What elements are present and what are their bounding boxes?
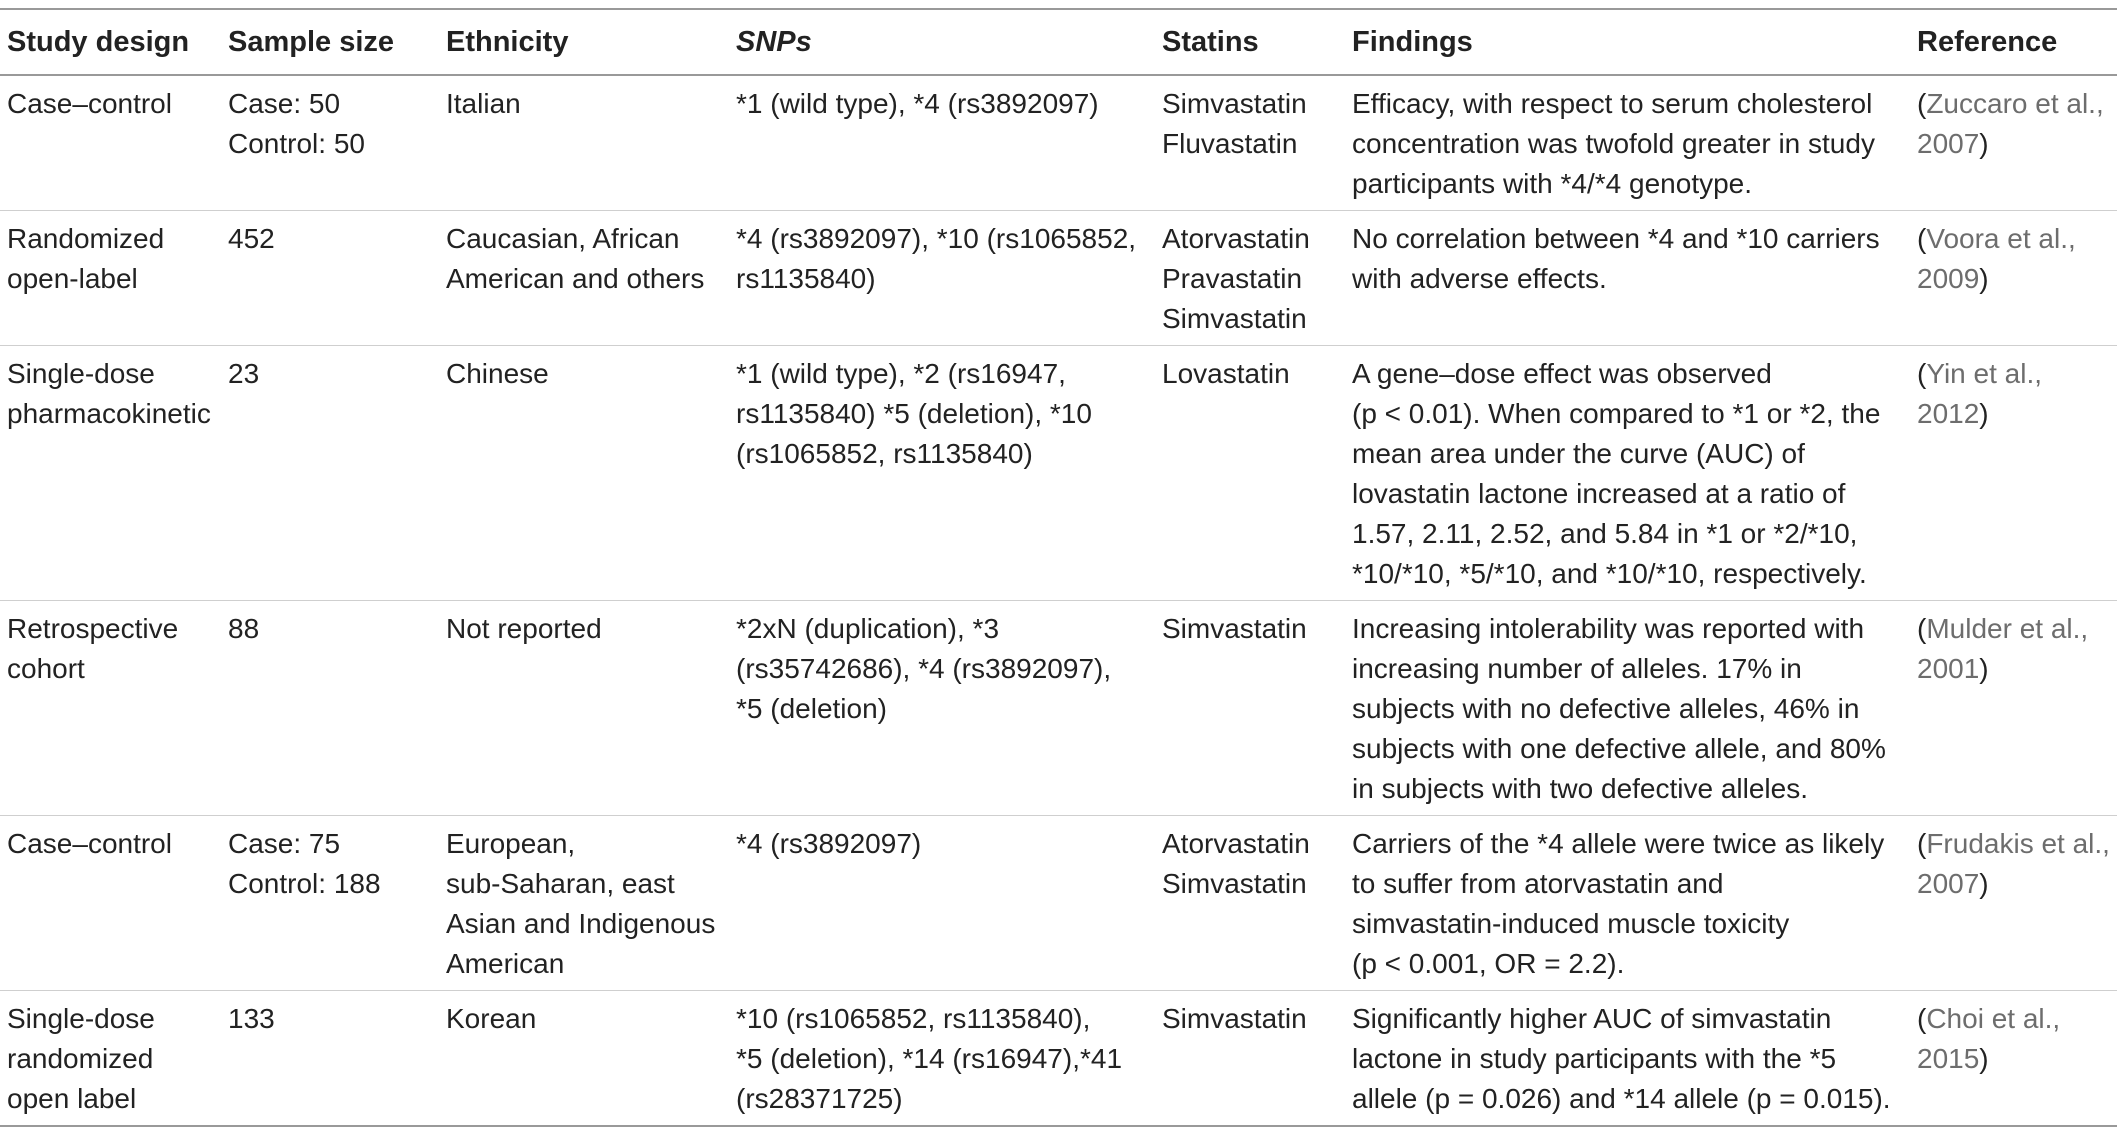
col-header-ethnicity: Ethnicity: [446, 25, 569, 58]
cell-sample-size: [228, 75, 446, 211]
cell-line: simvastatin-induced muscle toxicity: [1352, 908, 1790, 939]
cell-line: Chinese: [446, 358, 549, 389]
cell-line: Simvastatin: [1162, 613, 1307, 644]
reference-link[interactable]: Yin et al.,: [1926, 358, 2043, 389]
cell-line: No correlation between *4 and *10 carriers: [1352, 223, 1880, 254]
cell-line: European,: [446, 828, 576, 859]
cell-statins: [1162, 346, 1352, 601]
col-header-snps: SNPs: [736, 25, 812, 58]
cell-ethnicity: [446, 601, 736, 816]
cell-line: Lovastatin: [1162, 358, 1290, 389]
cell-sample-size: [228, 346, 446, 601]
cell-ethnicity: [446, 211, 736, 346]
reference-link[interactable]: Frudakis et al.,: [1926, 828, 2110, 859]
cell-line: Efficacy, with respect to serum cholesterol: [1352, 88, 1873, 119]
cell-line: *4 (rs3892097), *10 (rs1065852,: [736, 223, 1137, 254]
cell-line: participants with *4/*4 genotype.: [1352, 168, 1753, 199]
reference-link[interactable]: Mulder et al.,: [1926, 613, 2089, 644]
cell-line: *4 (rs3892097): [736, 828, 922, 859]
cell-line: in subjects with two defective alleles.: [1352, 773, 1808, 804]
cell-line: Randomized: [7, 223, 165, 254]
cell-line: *1 (wild type), *2 (rs16947,: [736, 358, 1066, 389]
cell-statins: [1162, 991, 1352, 1127]
cell-line: Fluvastatin: [1162, 128, 1298, 159]
cell-snps: [736, 211, 1162, 346]
cell-study-design: [0, 601, 228, 816]
cell-line: 133: [228, 1003, 275, 1034]
cell-line: (p < 0.001, OR = 2.2).: [1352, 948, 1625, 979]
cell-line: rs1135840): [736, 263, 876, 294]
cell-line: American: [446, 948, 565, 979]
cell-line: Case: 75: [228, 828, 341, 859]
cell-study-design: [0, 211, 228, 346]
cell-snps: [736, 75, 1162, 211]
cell-line: *10 (rs1065852, rs1135840),: [736, 1003, 1091, 1034]
cell-findings: [1352, 601, 1917, 816]
cell-snps: [736, 991, 1162, 1127]
cell-reference[interactable]: (Zuccaro et al., 2007): [1917, 88, 2104, 159]
cell-line: 452: [228, 223, 275, 254]
cell-study-design: [0, 346, 228, 601]
reference-link[interactable]: 2015: [1917, 1043, 1980, 1074]
cell-statins: [1162, 75, 1352, 211]
cell-line: Case–control: [7, 88, 172, 119]
cell-line: subjects with no defective alleles, 46% in: [1352, 693, 1860, 724]
cell-line: cohort: [7, 653, 85, 684]
cell-snps: [736, 601, 1162, 816]
study-table: [0, 8, 2117, 1127]
cell-line: Carriers of the *4 allele were twice as likely: [1352, 828, 1885, 859]
col-header-study-design: Study design: [7, 25, 190, 58]
cell-line: Single-dose: [7, 1003, 155, 1034]
table-row: [0, 211, 2117, 346]
cell-line: Italian: [446, 88, 521, 119]
cell-line: 23: [228, 358, 260, 389]
cell-line: Korean: [446, 1003, 537, 1034]
cell-reference[interactable]: (Mulder et al., 2001): [1917, 613, 2089, 684]
table-row: [0, 75, 2117, 211]
cell-line: (rs1065852, rs1135840): [736, 438, 1033, 469]
cell-line: (p < 0.01). When compared to *1 or *2, the: [1352, 398, 1881, 429]
cell-line: Significantly higher AUC of simvastatin: [1352, 1003, 1832, 1034]
reference-link[interactable]: 2001: [1917, 653, 1980, 684]
cell-line: rs1135840) *5 (deletion), *10: [736, 398, 1092, 429]
reference-link[interactable]: 2009: [1917, 263, 1980, 294]
cell-line: concentration was twofold greater in study: [1352, 128, 1875, 159]
cell-sample-size: [228, 816, 446, 991]
col-header-sample-size: Sample size: [228, 25, 395, 58]
table-row: [0, 346, 2117, 601]
cell-line: Not reported: [446, 613, 602, 644]
cell-line: open label: [7, 1083, 137, 1114]
cell-ethnicity: [446, 991, 736, 1127]
cell-line: pharmacokinetic: [7, 398, 211, 429]
cell-line: (rs28371725): [736, 1083, 903, 1114]
cell-findings: [1352, 75, 1917, 211]
cell-line: *1 (wild type), *4 (rs3892097): [736, 88, 1099, 119]
cell-findings: [1352, 211, 1917, 346]
cell-line: allele (p = 0.026) and *14 allele (p = 0.015).: [1352, 1083, 1891, 1114]
reference-link[interactable]: 2007: [1917, 868, 1980, 899]
cell-sample-size: [228, 601, 446, 816]
cell-line: Simvastatin: [1162, 1003, 1307, 1034]
cell-statins: [1162, 816, 1352, 991]
cell-line: Control: 188: [228, 868, 381, 899]
cell-line: mean area under the curve (AUC) of: [1352, 438, 1805, 469]
cell-study-design: [0, 75, 228, 211]
cell-line: Case–control: [7, 828, 172, 859]
cell-statins: [1162, 211, 1352, 346]
cell-line: Case: 50: [228, 88, 341, 119]
cell-line: *5 (deletion): [736, 693, 887, 724]
reference-link[interactable]: Voora et al.,: [1926, 223, 2076, 254]
cell-line: Caucasian, African: [446, 223, 680, 254]
cell-study-design: [0, 816, 228, 991]
col-header-statins: Statins: [1162, 25, 1259, 58]
table-row: [0, 816, 2117, 991]
reference-link[interactable]: Choi et al.,: [1926, 1003, 2061, 1034]
cell-line: Control: 50: [228, 128, 365, 159]
cell-study-design: [0, 991, 228, 1127]
cell-line: sub-Saharan, east: [446, 868, 675, 899]
cell-ethnicity: [446, 75, 736, 211]
cell-snps: [736, 816, 1162, 991]
cell-reference[interactable]: (Yin et al., 2012): [1917, 358, 2043, 429]
cell-line: A gene–dose effect was observed: [1352, 358, 1772, 389]
cell-line: randomized: [7, 1043, 154, 1074]
cell-line: *2xN (duplication), *3: [736, 613, 1000, 644]
cell-findings: [1352, 346, 1917, 601]
reference-link[interactable]: 2007: [1917, 128, 1980, 159]
cell-line: Increasing intolerability was reported with: [1352, 613, 1865, 644]
cell-line: 1.57, 2.11, 2.52, and 5.84 in *1 or *2/*10,: [1352, 518, 1858, 549]
cell-ethnicity: [446, 346, 736, 601]
cell-line: (rs35742686), *4 (rs3892097),: [736, 653, 1112, 684]
cell-line: *5 (deletion), *14 (rs16947),*41: [736, 1043, 1123, 1074]
cell-line: lactone in study participants with the *5: [1352, 1043, 1837, 1074]
cell-line: Single-dose: [7, 358, 155, 389]
cell-reference[interactable]: (Choi et al., 2015): [1917, 1003, 2061, 1074]
cell-line: Atorvastatin: [1162, 828, 1310, 859]
cell-line: Atorvastatin: [1162, 223, 1310, 254]
cell-line: to suffer from atorvastatin and: [1352, 868, 1724, 899]
cell-line: Pravastatin: [1162, 263, 1303, 294]
cell-findings: [1352, 991, 1917, 1127]
cell-line: with adverse effects.: [1352, 263, 1607, 294]
cell-line: *10/*10, *5/*10, and *10/*10, respectively.: [1352, 558, 1867, 589]
cell-line: Retrospective: [7, 613, 179, 644]
cell-ethnicity: [446, 816, 736, 991]
cell-line: open-label: [7, 263, 138, 294]
cell-line: increasing number of alleles. 17% in: [1352, 653, 1802, 684]
table-row: [0, 601, 2117, 816]
col-header-findings: Findings: [1352, 25, 1473, 58]
table-row: [0, 991, 2117, 1127]
cell-snps: [736, 346, 1162, 601]
cell-statins: [1162, 601, 1352, 816]
reference-link[interactable]: Zuccaro et al.,: [1926, 88, 2104, 119]
cell-line: subjects with one defective allele, and 80%: [1352, 733, 1886, 764]
reference-link[interactable]: 2012: [1917, 398, 1980, 429]
cell-reference[interactable]: (Voora et al., 2009): [1917, 223, 2076, 294]
cell-line: Simvastatin: [1162, 868, 1307, 899]
header-row: [0, 9, 2117, 75]
cell-sample-size: [228, 991, 446, 1127]
cell-line: Simvastatin: [1162, 88, 1307, 119]
cell-line: 88: [228, 613, 260, 644]
cell-sample-size: [228, 211, 446, 346]
cell-line: Simvastatin: [1162, 303, 1307, 334]
cell-findings: [1352, 816, 1917, 991]
cell-line: Asian and Indigenous: [446, 908, 716, 939]
col-header-reference: Reference: [1917, 25, 2058, 58]
cell-line: lovastatin lactone increased at a ratio of: [1352, 478, 1846, 509]
cell-reference[interactable]: (Frudakis et al., 2007): [1917, 828, 2110, 899]
cell-line: American and others: [446, 263, 705, 294]
